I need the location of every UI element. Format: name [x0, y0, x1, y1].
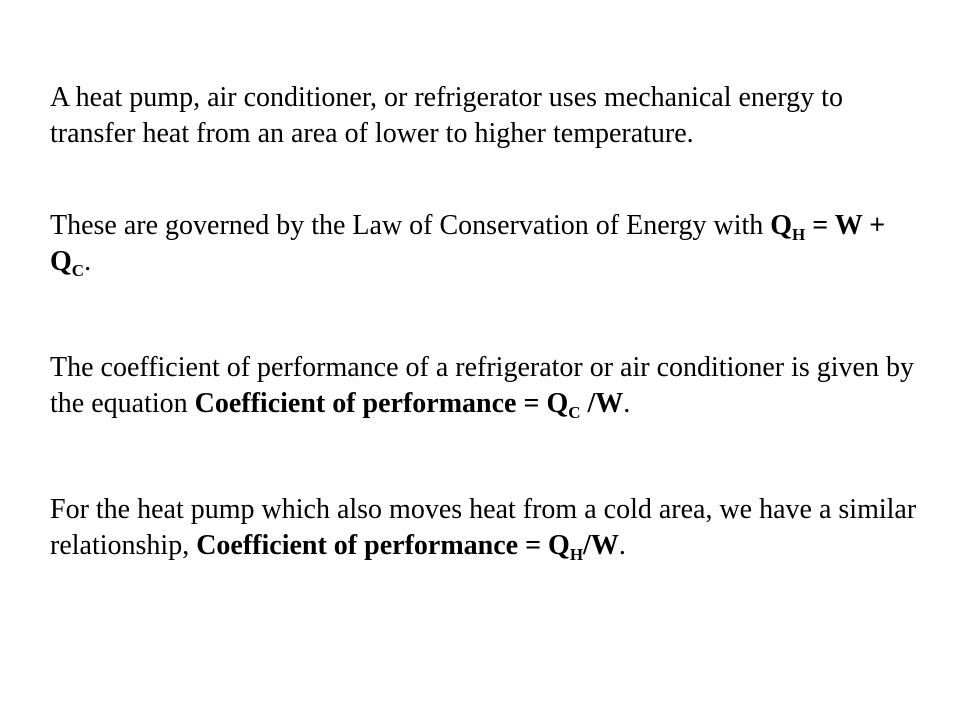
- equation-label: Coefficient of performance = Q: [194, 388, 569, 419]
- paragraph-conservation-law: [50, 208, 930, 280]
- heat-pump-cop-equation: [196, 530, 619, 564]
- subscript-h: H: [792, 224, 806, 244]
- equation-q: Q: [770, 210, 793, 241]
- equation-middle: = W + Q: [50, 210, 886, 277]
- subscript-c: C: [568, 402, 581, 422]
- equation-tail: /W: [583, 530, 619, 561]
- paragraph-text: These are governed by the Law of Conservation of Energy with: [50, 210, 771, 241]
- paragraph-text: A heat pump, air conditioner, or refrigerator uses mechanical energy to transfer heat from an area of lower to higher temperature.: [50, 82, 843, 149]
- paragraph-end: .: [618, 530, 626, 561]
- equation-label: Coefficient of performance = Q: [196, 530, 570, 561]
- refrigerator-cop-equation: [194, 388, 624, 422]
- paragraph-refrigerator-cop: [50, 350, 930, 422]
- paragraph-end: .: [84, 246, 92, 277]
- subscript-h: H: [569, 544, 584, 564]
- paragraph-heat-pump-intro: [50, 80, 930, 152]
- paragraph-heat-pump-cop: [50, 492, 930, 564]
- paragraph-text: The coefficient of performance of a refrigerator or air conditioner is given by the equation: [50, 352, 914, 419]
- paragraph-end: .: [623, 388, 631, 419]
- subscript-c: C: [71, 260, 85, 280]
- equation-tail: /W: [580, 388, 624, 419]
- paragraph-text: For the heat pump which also moves heat from a cold area, we have a similar relationship,: [50, 494, 917, 561]
